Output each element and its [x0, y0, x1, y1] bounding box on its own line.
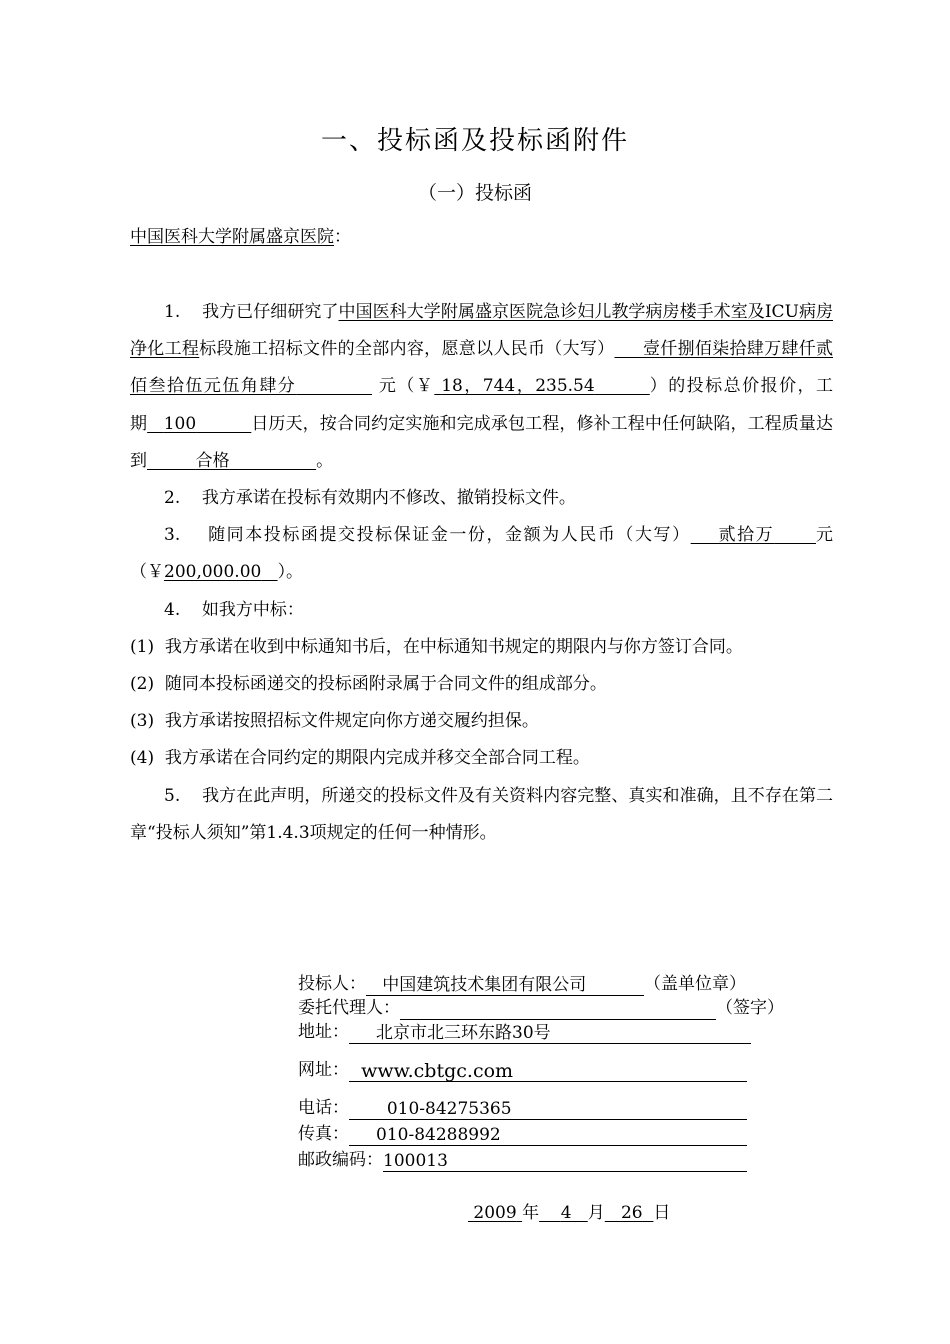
- paragraph-1: [130, 294, 833, 480]
- paragraph-2: [130, 480, 833, 517]
- signature-block: [298, 972, 784, 1172]
- document-title: 一、投标函及投标函附件: [320, 126, 629, 156]
- website-row: [298, 1058, 760, 1082]
- bidder-note: （盖单位章）: [644, 974, 746, 994]
- quality-field: [147, 451, 316, 471]
- text: 我方承诺在投标有效期内不修改、撤销投标文件。: [201, 488, 576, 509]
- text: ）的投标总价报价，工期: [130, 376, 834, 434]
- letter-body: [130, 294, 833, 852]
- website-label: 网址：: [298, 1060, 349, 1080]
- item-text: 我方承诺按照招标文件规定向你方递交履约担保。: [164, 711, 539, 732]
- date-month-field: [539, 1203, 588, 1223]
- address-label: 地址：: [298, 1022, 349, 1042]
- text: 我方已仔细研究了: [202, 302, 339, 322]
- text: 元（￥: [378, 376, 435, 397]
- list-item: [130, 666, 833, 703]
- postcode-field: [383, 1151, 747, 1172]
- amount-words: 壹仟捌佰柒拾肆万肆仟贰佰叁拾伍元伍角肆分: [130, 339, 834, 397]
- quality-standard: 合格: [195, 450, 230, 471]
- phone-row: [298, 1096, 760, 1120]
- agent-label: 委托代理人：: [298, 998, 400, 1018]
- year-unit: 年: [522, 1203, 540, 1223]
- deposit-words: 贰拾万: [718, 525, 775, 546]
- date-year-field: [468, 1203, 522, 1223]
- text: 日历天，按合同约定实施和完成承包工程，修补工程中任何缺陷，工程质量达到: [130, 413, 834, 471]
- fax-row: [298, 1122, 760, 1146]
- amount-number-field: [434, 376, 649, 396]
- phone-label: 电话：: [298, 1098, 349, 1118]
- agent-note: （签字）: [716, 998, 784, 1018]
- paragraph-number: 2.: [164, 488, 181, 509]
- agent-row: [298, 996, 784, 1020]
- fax-value: 010-84288992: [376, 1125, 501, 1145]
- item-number: (3): [130, 711, 155, 732]
- bidder-field: [366, 975, 644, 996]
- paragraph-number: 1.: [164, 302, 181, 322]
- item-number: (1): [130, 636, 155, 657]
- text: 我方在此声明，所递交的投标文件及有关资料内容完整、真实和准确，且不存在第二章“投标人须知”第1.4.3项规定的任何一种情形。: [130, 785, 834, 843]
- phone-field: [349, 1099, 747, 1120]
- date-month: 4: [560, 1203, 572, 1223]
- deposit-number-field: [164, 562, 278, 582]
- item-text: 我方承诺在合同约定的期限内完成并移交全部合同工程。: [164, 748, 590, 769]
- list-item: [130, 703, 833, 740]
- signing-date: [468, 1198, 670, 1223]
- website-field: [349, 1061, 747, 1082]
- phone-value: 010-84275365: [386, 1099, 512, 1119]
- item-text: 随同本投标函递交的投标函附录属于合同文件的组成部分。: [164, 674, 607, 695]
- item-text: 我方承诺在收到中标通知书后，在中标通知书规定的期限内与你方签订合同。: [164, 636, 743, 657]
- date-year: 2009: [473, 1203, 517, 1223]
- text: 随同本投标函提交投标保证金一份，金额为人民币（大写）: [208, 525, 691, 546]
- text: 如我方中标：: [201, 599, 304, 620]
- postcode-label: 邮政编码：: [298, 1150, 383, 1170]
- postcode-value: 100013: [383, 1151, 448, 1171]
- paragraph-4: [130, 592, 833, 629]
- fax-field: [349, 1125, 747, 1146]
- list-item: [130, 629, 833, 666]
- agent-field: [400, 999, 716, 1020]
- address-row: [298, 1020, 760, 1044]
- addressee-line: [130, 222, 351, 247]
- text: 。: [316, 450, 334, 471]
- deposit-words-field: [691, 525, 816, 545]
- bidder-label: 投标人：: [298, 974, 366, 994]
- list-item: [130, 740, 833, 777]
- project-name: 中国医科大学附属盛京医院急诊妇儿教学病房楼手术室及ICU病房净化工程: [130, 302, 834, 360]
- date-day-field: [605, 1203, 654, 1223]
- date-day: 26: [620, 1203, 643, 1223]
- fax-label: 传真：: [298, 1124, 349, 1144]
- text: 元（￥: [130, 525, 833, 583]
- website-value: www.cbtgc.com: [361, 1060, 514, 1082]
- address-field: [349, 1023, 751, 1044]
- paragraph-number: 4.: [164, 599, 181, 620]
- address-value: 北京市北三环东路30号: [376, 1023, 551, 1043]
- bidder-row: [298, 972, 760, 996]
- text: ）。: [277, 562, 304, 583]
- section-subtitle: （一）投标函: [417, 182, 532, 204]
- addressee-colon: ：: [334, 227, 351, 247]
- amount-number: 18，744，235.54: [441, 376, 595, 397]
- addressee: 中国医科大学附属盛京医院: [130, 227, 334, 247]
- paragraph-number: 3.: [164, 525, 181, 546]
- day-unit: 日: [653, 1203, 671, 1223]
- item-number: (4): [130, 748, 155, 769]
- month-unit: 月: [587, 1203, 605, 1223]
- duration-days: 100: [163, 413, 197, 434]
- duration-field: [147, 414, 251, 434]
- item-number: (2): [130, 674, 155, 695]
- postcode-row: [298, 1148, 760, 1172]
- paragraph-3: [130, 517, 833, 591]
- bidder-name: 中国建筑技术集团有限公司: [382, 975, 587, 995]
- deposit-number: 200,000.00: [164, 562, 262, 583]
- paragraph-5: [130, 778, 833, 852]
- text: 标段施工招标文件的全部内容，愿意以人民币（大写）: [199, 339, 615, 360]
- paragraph-number: 5.: [164, 785, 181, 806]
